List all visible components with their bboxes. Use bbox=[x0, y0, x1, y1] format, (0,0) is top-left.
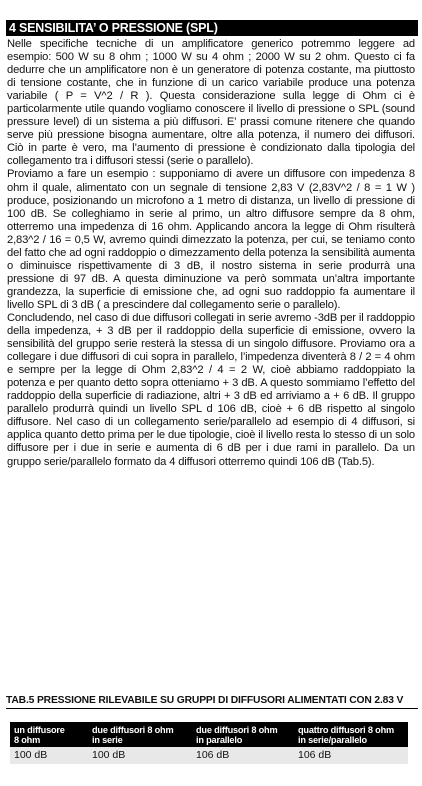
table-header-cell bbox=[294, 722, 408, 747]
table-header-row bbox=[10, 722, 408, 747]
table-cell: 100 dB bbox=[10, 747, 88, 764]
header-line: in serie bbox=[92, 735, 123, 745]
table-header-cell bbox=[10, 722, 88, 747]
table-title: TAB.5 PRESSIONE RILEVABILE SU GRUPPI DI DIFFUSORI ALIMENTATI CON 2.83 V bbox=[6, 695, 404, 706]
table-header-cell bbox=[88, 722, 192, 747]
section-title: 4 SENSIBILITA’ O PRESSIONE (SPL) bbox=[6, 20, 418, 36]
body-text bbox=[7, 38, 415, 469]
header-line: in parallelo bbox=[196, 735, 243, 745]
header-line: un diffusore bbox=[14, 725, 65, 735]
paragraph: Nelle specifiche tecniche di un amplificatore generico potremmo leggere ad esempio: 500 W su 8 ohm ; 1000 W su 4 ohm ; 2000 W su 2 ohm. Questo ci fa dedurre che un amplificatore non è un generatore di potenza costante, ma piuttosto di tensione costante, che in funzione di un carico variabile produce una potenza variabile ( P = V^2 / R ). Questa considerazione sulla legge di Ohm ci è particolarmente utile quando vogliamo conoscere il livello di pressione o SPL (sound pressure level) di un sistema a più diffusori. E’ prassi comune ritenere che quando serve più pressione bisogna aumentare, oltre alla potenza, il numero dei diffusori. Ciò in parte è vero, ma l’aumento di pressione è condizionato dalla tipologia del collegamento tra i diffusori stessi (serie o parallelo). bbox=[7, 38, 415, 168]
header-line: 8 ohm bbox=[14, 735, 41, 745]
table-cell: 106 dB bbox=[192, 747, 294, 764]
header-line: due diffusori 8 ohm bbox=[196, 725, 278, 735]
header-line: due diffusori 8 ohm bbox=[92, 725, 174, 735]
table-header-cell bbox=[192, 722, 294, 747]
table-title-rule bbox=[6, 708, 418, 709]
paragraph: Concludendo, nel caso di due diffusori collegati in serie avremo -3dB per il raddoppio della impedenza, + 3 dB per il raddoppio della superficie di emissione, ovvero la sensibilità del gruppo serie resterà la stessa di un singolo diffusore. Proviamo ora a collegare i due diffusori di cui sopra in parallelo, l’impedenza diventerà 8 / 2 = 4 ohm e sempre per la legge di Ohm 2,83^2 / 4 = 2 W, cioè abbiamo raddoppiato la potenza e per quanto detto sopra otteniamo + 3 dB. A questo sommiamo l’effetto del raddoppio della superficie di radiazione, altri + 3 dB ed arriviamo a + 6 dB. Il gruppo parallelo produrrà quindi un livello SPL d 106 dB, cioè + 6 dB rispetto al singolo diffusore. Nel caso di un collegamento serie/parallelo ad esempio di 4 diffusori, si applica quanto detto prima per le due tipologie, cioè il livello resta lo stesso di un solo diffusore per i due in serie e aumenta di 6 dB per i due rami in parallelo. Da un gruppo serie/parallelo formato da 4 diffusori otterremo quindi 106 dB (Tab.5). bbox=[7, 311, 415, 468]
header-line: in serie/parallelo bbox=[298, 735, 367, 745]
table-row bbox=[10, 747, 408, 764]
table-cell: 100 dB bbox=[88, 747, 192, 764]
header-line: quattro diffusori 8 ohm bbox=[298, 725, 394, 735]
paragraph: Proviamo a fare un esempio : supponiamo di avere un diffusore con impedenza 8 ohm il quale, alimentato con un segnale di tensione 2,83 V (2,83V^2 / 8 = 1 W ) produce, posizionando un microfono a 1 metro di distanza, un livello di pressione di 100 dB. Se colleghiamo in serie al primo, un altro diffusore sempre da 8 ohm, otterremo una impedenza di 16 ohm. Applicando ancora la legge di Ohm risulterà 2,83^2 / 16 = 0,5 W, avremo quindi dimezzato la potenza, per cui, se teniamo conto del fatto che ad ogni raddoppio o dimezzamento della potenza la sensibilità aumenta o diminuisce rispettivamente di 3 dB, il nostro sistema in serie produrrà una pressione di 97 dB. A questa diminuzione va però sommata un’altra importante grandezza, la superficie di emissione che, ad ogni suo raddoppio fa aumentare il livello SPL di 3 dB ( a prescindere dal collegamento serie o parallelo). bbox=[7, 168, 415, 311]
table-cell: 106 dB bbox=[294, 747, 408, 764]
spl-table bbox=[10, 722, 408, 764]
